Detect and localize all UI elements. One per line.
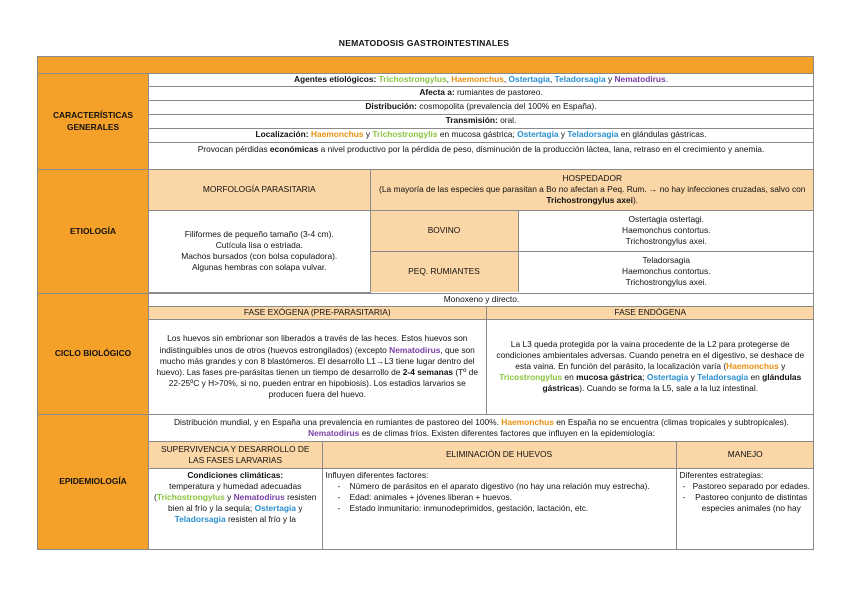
list-item: - Número de parásitos en el aparato digestivo (no hay una relación muy estrecha). [326, 481, 673, 492]
transmision-row: Transmisión: oral. [149, 115, 813, 129]
section-label-epidemiologia: EPIDEMIOLOGÍA [38, 414, 149, 549]
section-epidemiologia [38, 414, 814, 549]
list-item: - Pastoreo conjunto de distintas especies animales (no hay [680, 492, 812, 514]
section-label-ciclo: CICLO BIOLÓGICO [38, 293, 149, 414]
agent-trichostrongylus: Trichostrongylus [378, 74, 447, 84]
ciclo-table [149, 294, 814, 414]
manejo-text: Diferentes estrategias: - Pastoreo separado por edades. - Pastoreo conjunto de distintas especies animales (no hay [676, 469, 814, 549]
peq-rumiantes-label: PEQ. RUMIANTES [370, 251, 518, 292]
section-ciclo [38, 293, 814, 414]
top-orange-band [38, 57, 814, 74]
agent-ostertagia: Ostertagia [508, 74, 550, 84]
morfologia-description: Filiformes de pequeño tamaño (3-4 cm). Cutícula lisa o estriada. Machos bursados (con bolsa copuladora). Algunas hembras con solapa vulvar. [149, 210, 370, 292]
monoxeno-row: Monoxeno y directo. [149, 294, 814, 307]
epidemiologia-table [149, 415, 814, 549]
section-etiologia [38, 170, 814, 294]
list-item: - Estado inmunitario: inmunodeprimidos, gestación, lactación, etc. [326, 503, 673, 514]
document-title: NEMATODOSIS GASTROINTESTINALES [338, 38, 510, 48]
summary-table [37, 56, 814, 550]
manejo-header: MANEJO [676, 442, 814, 469]
agent-teladorsagia: Teladorsagia [554, 74, 606, 84]
hospedador-header: HOSPEDADOR (La mayoría de las especies que parasitan a Bo no afectan a Peq. Rum. → no hay infecciones cruzadas, salvo con Trichostrongylus axei). [370, 170, 814, 210]
agentes-row: Agentes etiológicos: Trichostrongylus, Haemonchus, Ostertagia, Teladorsagia y Nematodirus. [149, 74, 813, 87]
etiologia-table [149, 170, 814, 293]
agent-nematodirus: Nematodirus [614, 74, 666, 84]
list-item: - Edad: animales + jóvenes liberan + huevos. [326, 492, 673, 503]
section-label-etiologia: ETIOLOGÍA [38, 170, 149, 294]
fase-exogena-header: FASE EXÓGENA (PRE-PARASITARIA) [149, 307, 486, 320]
supervivencia-text: Condiciones climáticas: temperatura y humedad adecuadas (Trichostrongylus y Nematodirus resisten bien al frío y la sequía; Ostertagia y Teladorsagia resisten al frío y la [149, 469, 322, 549]
epidemiologia-intro: Distribución mundial, y en España una prevalencia en rumiantes de pastoreo del 100%. Haemonchus en España no se encuentra (climas tropicales y subtropicales). Nematodirus es de climas fríos. Existen diferentes factores que influyen en la epidemiología: [149, 415, 814, 442]
supervivencia-header: SUPERVIVENCIA Y DESARROLLO DE LAS FASES LARVARIAS [149, 442, 322, 469]
eliminacion-text: Influyen diferentes factores: - Número de parásitos en el aparato digestivo (no hay una relación muy estrecha). - Edad: animales + jóvenes liberan + huevos. - Estado inmunitario: inmunodeprimidos, gestación, lactación, etc. [322, 469, 676, 549]
eliminacion-header: ELIMINACIÓN DE HUEVOS [322, 442, 676, 469]
fase-endogena-header: FASE ENDÓGENA [486, 307, 814, 320]
fase-endogena-text: La L3 queda protegida por la vaina procedente de la L2 para protegerse de condiciones ambientales adversas. Cuando penetra en el digestivo, se deshace de esta vaina. En función del parásito, la localización varía (Haemonchus y Tricostrongylus en mucosa gástrica; Ostertagia y Teladorsagia en glándulas gástricas). Cuando se forma la L5, sale a la luz intestinal. [486, 320, 814, 414]
agent-haemonchus: Haemonchus [451, 74, 504, 84]
section-label-caracteristicas: CARACTERÍSTICAS GENERALES [38, 74, 149, 170]
bovino-species: Ostertagia ostertagi. Haemonchus contortus. Trichostrongylus axei. [518, 210, 814, 251]
bovino-label: BOVINO [370, 210, 518, 251]
morfologia-header: MORFOLOGÍA PARASITARIA [149, 170, 370, 210]
localizacion-row: Localización: Haemonchus y Trichostrongylis en mucosa gástrica; Ostertagia y Teladorsagia en glándulas gástricas. [149, 129, 813, 143]
list-item: - Pastoreo separado por edades. [680, 481, 812, 492]
section-caracteristicas [38, 74, 814, 170]
perdidas-row: Provocan pérdidas económicas a nivel productivo por la pérdida de peso, disminución de la producción láctea, lana, retraso en el crecimiento y anemia. [197, 144, 765, 154]
distribucion-row: Distribución: cosmopolita (prevalencia del 100% en España). [149, 101, 813, 115]
fase-exogena-text: Los huevos sin embrionar son liberados a través de las heces. Estos huevos son indistinguibles unos de otros (huevos estrongilados) (excepto Nematodirus, que son mucho más grandes y con 8 blastómeros. El desarrollo L1→L3 tiene lugar dentro del huevo). Las fases pre-parásitas tienen un tiempo de desarrollo de 2-4 semanas (Tº de 22-25ºC y H>70%, si no, pueden entrar en hipobiosis). Los estadios larvarios se producen fuera del huevo. [149, 320, 486, 414]
afecta-row: Afecta a: rumiantes de pastoreo. [149, 87, 813, 101]
peq-rumiantes-species: Teladorsagia Haemonchus contortus. Trichostrongylus axei. [518, 251, 814, 292]
